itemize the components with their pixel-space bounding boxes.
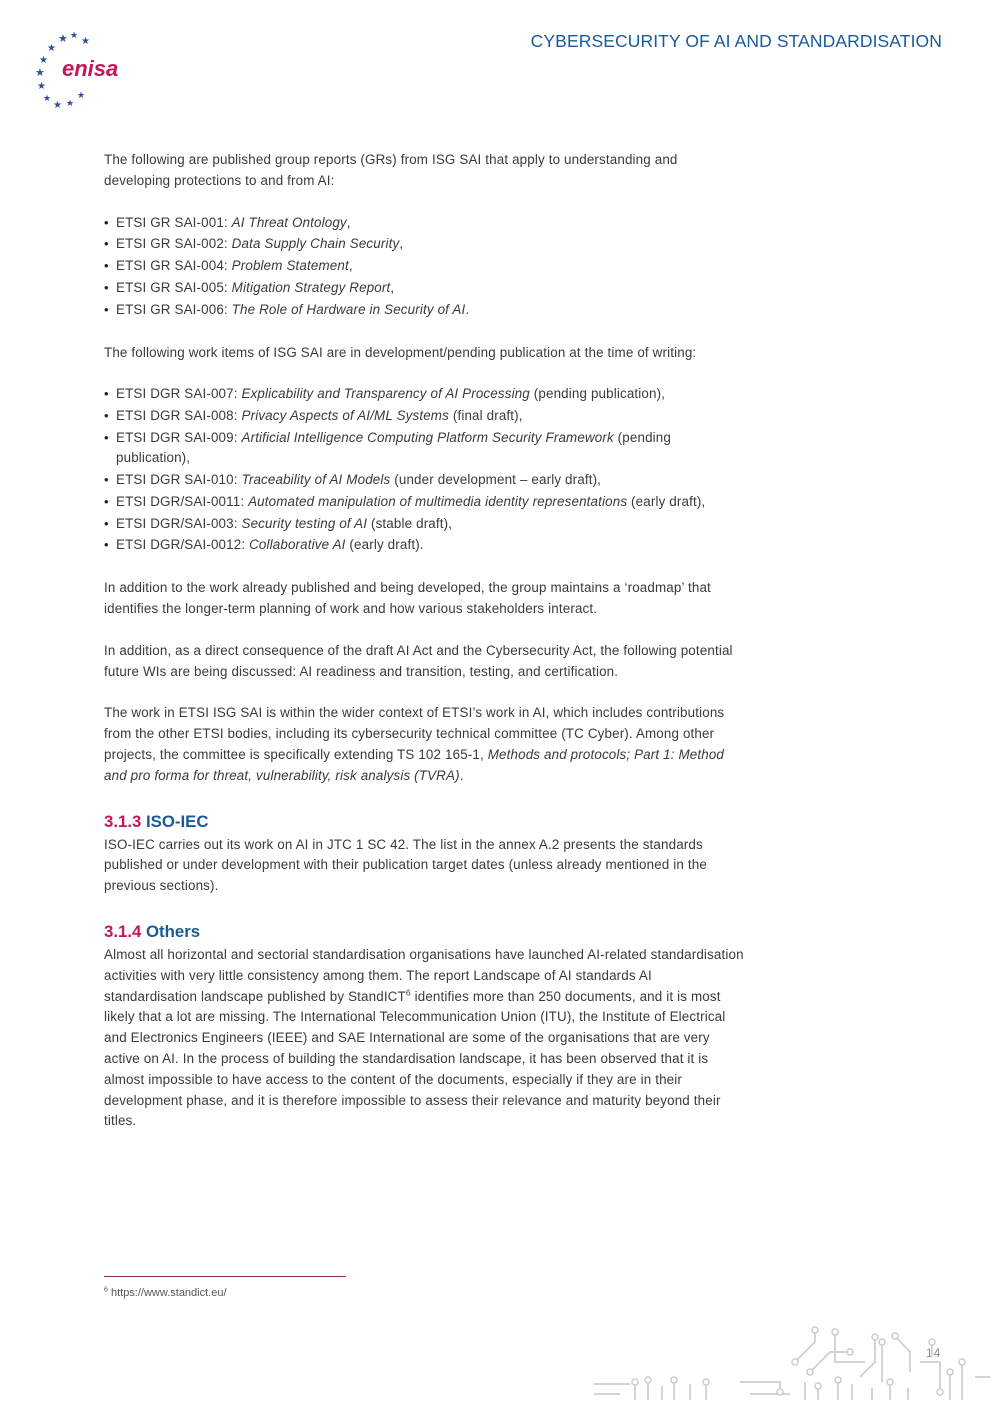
bullet-icon: •	[104, 386, 109, 402]
bullet-icon: •	[104, 429, 109, 445]
bullet-icon: •	[104, 214, 109, 230]
svg-text:★: ★	[37, 81, 46, 92]
bullet-icon: •	[104, 408, 109, 424]
svg-text:★: ★	[58, 33, 68, 45]
svg-text:★: ★	[77, 90, 86, 100]
page-number: 14	[926, 1346, 942, 1360]
svg-text:★: ★	[43, 93, 52, 103]
footnote: $^6$ https://www.standict.eu/	[104, 1286, 227, 1299]
bullet-icon: •	[104, 236, 109, 252]
list-item: • ETSI DGR SAI-008: Privacy Aspects of AI/ML Systems (final draft),	[104, 406, 744, 426]
list-item: • ETSI GR SAI-002: Data Supply Chain Security,	[104, 234, 744, 254]
bullet-icon: •	[104, 279, 109, 295]
bullet-icon: •	[104, 258, 109, 274]
list-item: • ETSI DGR/SAI-0012: Collaborative AI (early draft).	[104, 535, 744, 555]
pending-list	[104, 384, 744, 555]
intro-published: The following are published group reports (GRs) from ISG SAI that apply to understanding and developing protections to and from AI:	[104, 152, 678, 188]
footnote-divider	[104, 1276, 346, 1277]
logo-wordmark: enisa	[62, 56, 119, 81]
section-text-iso-iec: ISO-IEC carries out its work on AI in JTC 1 SC 42. The list in the annex A.2 presents the standards published or under development with their publication target dates (unless already mentioned in the previous sections).	[104, 836, 707, 894]
section-heading-others: 3.1.4 Others	[104, 921, 201, 941]
enisa-logo	[28, 26, 128, 114]
published-list	[104, 213, 744, 320]
svg-text:★: ★	[66, 98, 75, 108]
svg-text:★: ★	[47, 43, 56, 54]
list-item: • ETSI DGR SAI-007: Explicability and Transparency of AI Processing (pending publication),	[104, 384, 744, 404]
svg-text:★: ★	[81, 36, 90, 47]
list-item: • ETSI DGR SAI-010: Traceability of AI Models (under development – early draft),	[104, 470, 744, 490]
list-item: • ETSI DGR SAI-009: Artificial Intelligence Computing Platform Security Framework (pending publication),	[104, 429, 672, 466]
svg-text:★: ★	[35, 67, 45, 79]
list-item: • ETSI GR SAI-005: Mitigation Strategy Report,	[104, 278, 744, 298]
section-text-others: Almost all horizontal and sectorial standardisation organisations have launched AI-related standardisation activities with very little consistency among them. The report Landscape of AI standards AI standardisation landscape published by StandICT$^6$ identifies more than 250 documents, and it is most likely that a lot are missing. The International Telecommunication Union (ITU), the Institute of Electrical and Electronics Engineers (IEEE) and SAE International are some of the organisations that are very active on AI. In the process of building the standardisation landscape, it has been observed that it is almost impossible to have access to the content of the documents, especially if they are in their development phase, and it is therefore impossible to assess their relevance and maturity beyond their titles.	[104, 946, 744, 1129]
paragraph-future: In addition, as a direct consequence of the draft AI Act and the Cybersecurity Act, the following potential future WIs are being discussed: AI readiness and transition, testing, and certification.	[104, 642, 733, 679]
intro-pending: The following work items of ISG SAI are in development/pending publication at the time of writing:	[104, 344, 697, 360]
svg-text:★: ★	[39, 55, 48, 66]
list-item: • ETSI GR SAI-004: Problem Statement,	[104, 256, 744, 276]
bullet-icon: •	[104, 301, 109, 317]
list-item: • ETSI DGR/SAI-0011: Automated manipulation of multimedia identity representations (early draft),	[104, 492, 744, 512]
svg-text:★: ★	[70, 30, 79, 40]
section-heading-iso-iec: 3.1.3 ISO-IEC	[104, 811, 209, 831]
svg-text:★: ★	[53, 100, 62, 111]
list-item: • ETSI GR SAI-006: The Role of Hardware in Security of AI.	[104, 300, 744, 320]
footnote-link[interactable]: https://www.standict.eu/	[107, 1287, 227, 1299]
list-item: • ETSI GR SAI-001: AI Threat Ontology,	[104, 213, 744, 233]
bullet-icon: •	[104, 471, 109, 487]
bullet-icon: •	[104, 493, 109, 509]
circuit-decoration-icon	[590, 1322, 992, 1403]
document-title: CYBERSECURITY OF AI AND STANDARDISATION	[530, 31, 942, 51]
list-item: • ETSI DGR/SAI-003: Security testing of AI (stable draft),	[104, 514, 744, 534]
main-content	[104, 150, 744, 1132]
bullet-icon: •	[104, 515, 109, 531]
bullet-icon: •	[104, 537, 109, 553]
paragraph-roadmap: In addition to the work already published and being developed, the group maintains a ‘roadmap’ that identifies the longer-term planning of work and how various stakeholders interact.	[104, 580, 711, 616]
paragraph-context: The work in ETSI ISG SAI is within the wider context of ETSI’s work in AI, which includes contributions from the other ETSI bodies, including its cybersecurity technical committee (TC Cyber). Among other projects, the committee is specifically extending TS 102 165-1, Methods and protocols; Part 1: Method and pro forma for threat, vulnerability, risk analysis (TVRA).	[104, 705, 725, 783]
footnote-ref[interactable]: 6	[405, 987, 411, 998]
